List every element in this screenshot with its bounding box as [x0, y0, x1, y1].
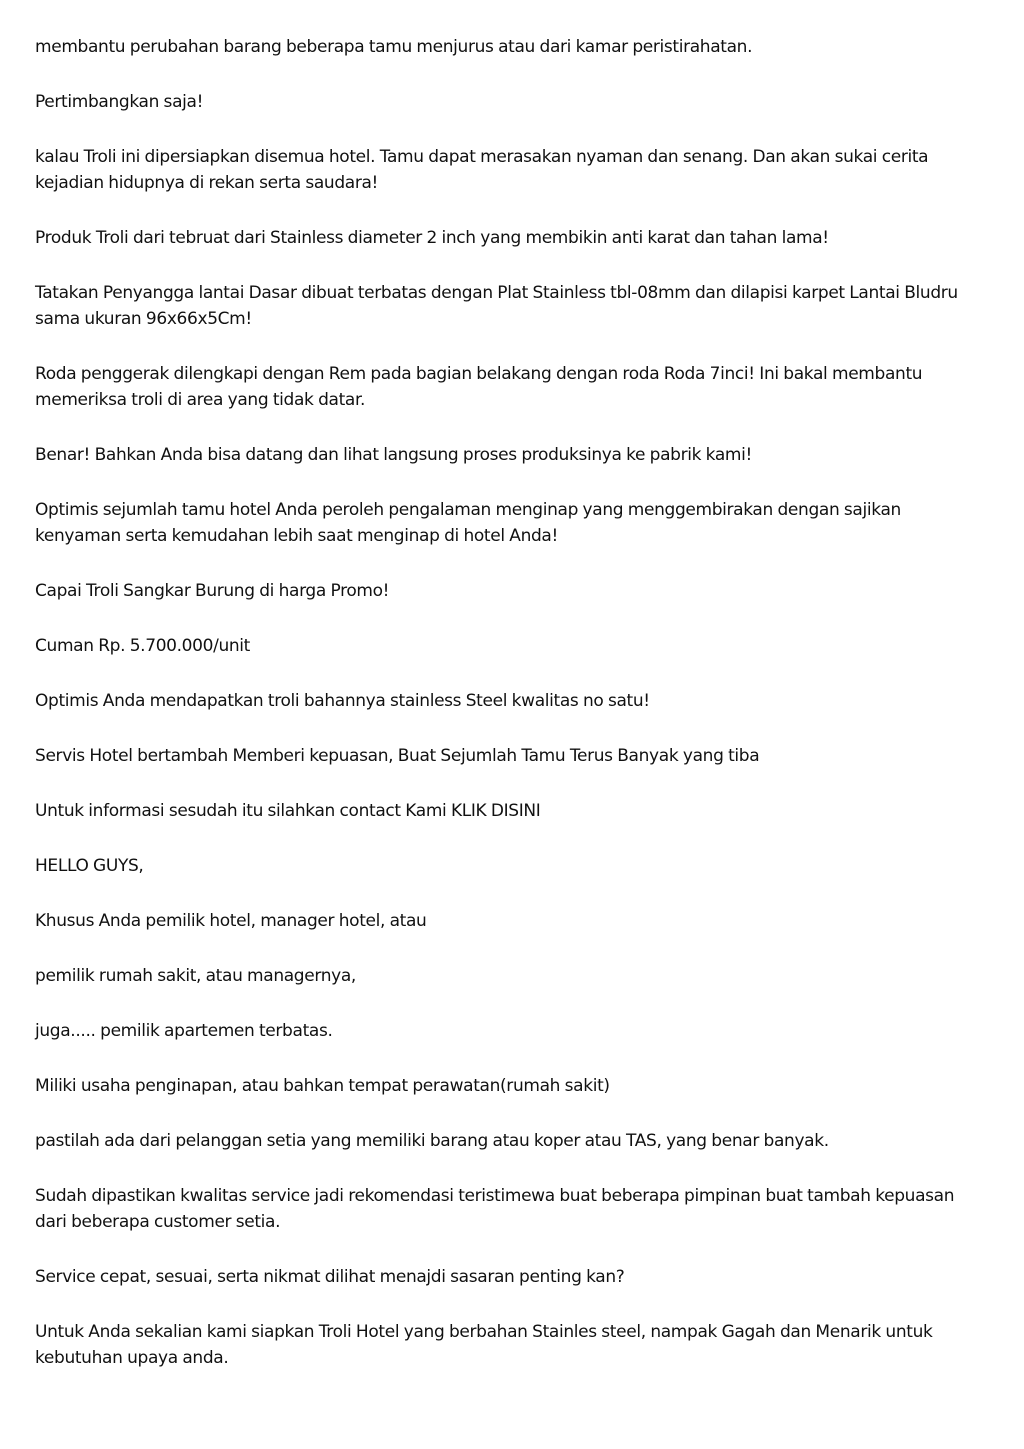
paragraph: Untuk Anda sekalian kami siapkan Troli Hotel yang berbahan Stainles steel, nampak Gagah dan Menarik untuk kebutuhan upaya anda.: [35, 1322, 933, 1368]
paragraph: Sudah dipastikan kwalitas service jadi rekomendasi teristimewa buat beberapa pimpinan buat tambah kepuasan dari beberapa customer setia.: [35, 1186, 955, 1232]
paragraph: Produk Troli dari tebruat dari Stainless diameter 2 inch yang membikin anti karat dan tahan lama!: [35, 228, 829, 248]
paragraph: Servis Hotel bertambah Memberi kepuasan, Buat Sejumlah Tamu Terus Banyak yang tiba: [35, 746, 760, 766]
paragraph: kalau Troli ini dipersiapkan disemua hotel. Tamu dapat merasakan nyaman dan senang. Dan akan sukai cerita kejadian hidupnya di rekan serta saudara!: [35, 147, 929, 193]
paragraph: membantu perubahan barang beberapa tamu menjurus atau dari kamar peristirahatan.: [35, 37, 753, 57]
paragraph: juga..... pemilik apartemen terbatas.: [35, 1021, 333, 1041]
paragraph: pastilah ada dari pelanggan setia yang memiliki barang atau koper atau TAS, yang benar banyak.: [35, 1131, 829, 1151]
paragraph: Benar! Bahkan Anda bisa datang dan lihat langsung proses produksinya ke pabrik kami!: [35, 445, 752, 465]
paragraph: pemilik rumah sakit, atau managernya,: [35, 966, 356, 986]
greeting-paragraph: HELLO GUYS,: [35, 856, 144, 876]
paragraph: Service cepat, sesuai, serta nikmat dilihat menajdi sasaran penting kan?: [35, 1267, 625, 1287]
paragraph: Tatakan Penyangga lantai Dasar dibuat terbatas dengan Plat Stainless tbl-08mm dan dilapisi karpet Lantai Bludru sama ukuran 96x66x5Cm!: [35, 283, 958, 329]
contact-paragraph: Untuk informasi sesudah itu silahkan contact Kami KLIK DISINI: [35, 801, 541, 821]
paragraph: Optimis Anda mendapatkan troli bahannya stainless Steel kwalitas no satu!: [35, 691, 650, 711]
paragraph: Miliki usaha penginapan, atau bahkan tempat perawatan(rumah sakit): [35, 1076, 610, 1096]
document-body: [35, 34, 985, 1400]
paragraph: Roda penggerak dilengkapi dengan Rem pada bagian belakang dengan roda Roda 7inci! Ini bakal membantu memeriksa troli di area yang tidak datar.: [35, 364, 923, 410]
paragraph: Khusus Anda pemilik hotel, manager hotel, atau: [35, 911, 427, 931]
paragraph: Capai Troli Sangkar Burung di harga Promo!: [35, 581, 390, 601]
paragraph: Optimis sejumlah tamu hotel Anda peroleh pengalaman menginap yang menggembirakan dengan sajikan kenyaman serta kemudahan lebih saat menginap di hotel Anda!: [35, 500, 901, 546]
paragraph: Pertimbangkan saja!: [35, 92, 204, 112]
price-paragraph: Cuman Rp. 5.700.000/unit: [35, 636, 250, 656]
